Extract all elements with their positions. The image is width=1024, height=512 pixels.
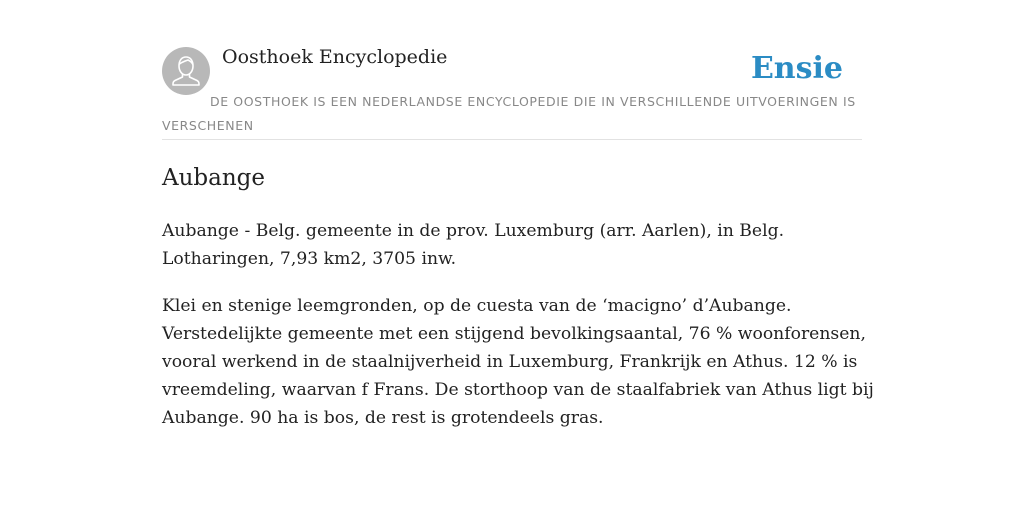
source-header <box>162 40 862 140</box>
source-title[interactable]: Oosthoek Encyclopedie <box>222 46 448 68</box>
source-description: DE OOSTHOEK IS EEN NEDERLANDSE ENCYCLOPEDIE DIE IN VERSCHILLENDE UITVOERINGEN IS VERSCHENEN <box>162 94 856 133</box>
article <box>162 158 882 432</box>
source-avatar[interactable] <box>162 47 210 95</box>
article-paragraph: Aubange - Belg. gemeente in de prov. Luxemburg (arr. Aarlen), in Belg. Lotharingen, 7,93 km2, 3705 inw. <box>162 221 785 269</box>
user-icon <box>162 47 210 95</box>
article-title: Aubange <box>162 165 266 191</box>
article-paragraph: Klei en stenige leemgronden, op de cuesta van de ‘macigno’ d’Aubange. Verstedelijkte gemeente met een stijgend bevolkingsaantal, 76 % woonforensen, vooral werkend in de staalnijverheid in Luxemburg, Frankrijk en Athus. 12 % is vreemdeling, waarvan f Frans. De storthoop van de staalfabriek van Athus ligt bij Aubange. 90 ha is bos, de rest is grotendeels gras. <box>162 296 874 428</box>
ensie-logo[interactable]: Ensie <box>750 51 843 86</box>
